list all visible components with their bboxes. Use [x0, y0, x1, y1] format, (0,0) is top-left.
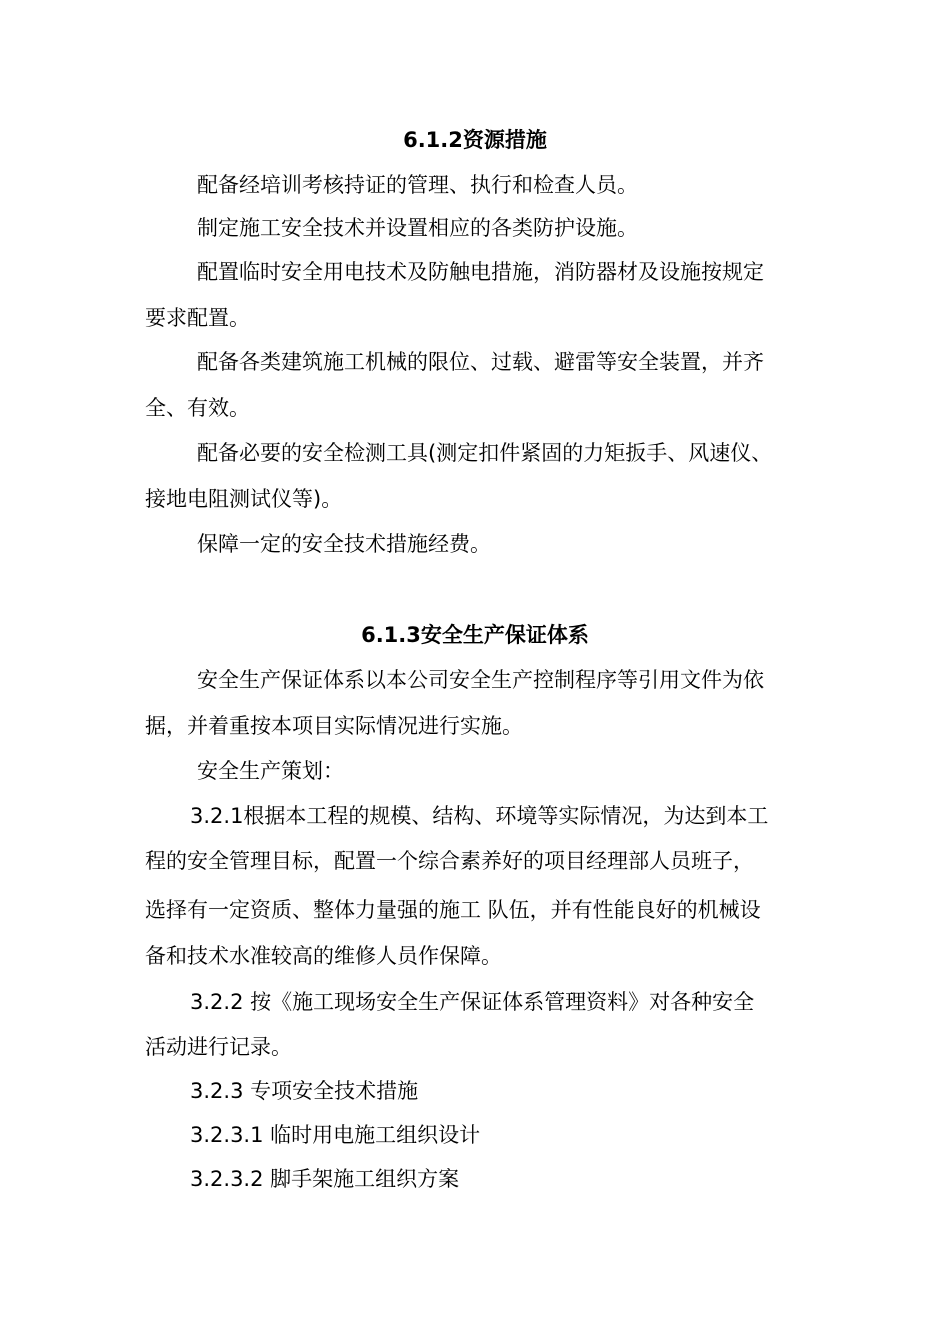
paragraph-line: 全、有效。: [145, 396, 250, 420]
paragraph-line: 配备各类建筑施工机械的限位、过载、避雷等安全装置，并齐: [197, 350, 764, 374]
paragraph-line: 活动进行记录。: [145, 1035, 292, 1059]
paragraph-line: 配备必要的安全检测工具(测定扣件紧固的力矩扳手、风速仪、: [197, 441, 773, 465]
paragraph-line: 制定施工安全技术并设置相应的各类防护设施。: [197, 216, 638, 240]
paragraph-line: 配置临时安全用电技术及防触电措施，消防器材及设施按规定: [197, 260, 764, 284]
paragraph-line: 选择有一定资质、整体力量强的施工 队伍，并有性能良好的机械设: [145, 898, 761, 922]
paragraph-line: 3.2.3.1 临时用电施工组织设计: [190, 1123, 481, 1147]
paragraph-line: 3.2.1根据本工程的规模、结构、环境等实际情况，为达到本工: [190, 804, 769, 828]
paragraph-line: 3.2.2 按《施工现场安全生产保证体系管理资料》对各种安全: [190, 990, 755, 1014]
paragraph-line: 配备经培训考核持证的管理、执行和检查人员。: [197, 173, 638, 197]
paragraph-line: 要求配置。: [145, 306, 250, 330]
section-heading-safety-system: 6.1.3安全生产保证体系: [361, 623, 589, 647]
paragraph-line: 安全生产策划：: [197, 759, 344, 783]
paragraph-line: 保障一定的安全技术措施经费。: [197, 532, 491, 556]
paragraph-line: 备和技术水准较高的维修人员作保障。: [145, 944, 502, 968]
paragraph-line: 接地电阻测试仪等)。: [145, 487, 343, 511]
paragraph-line: 程的安全管理目标，配置一个综合素养好的项目经理部人员班子，: [145, 849, 754, 873]
paragraph-line: 安全生产保证体系以本公司安全生产控制程序等引用文件为依: [197, 668, 764, 692]
paragraph-line: 3.2.3.2 脚手架施工组织方案: [190, 1167, 460, 1191]
paragraph-line: 3.2.3 专项安全技术措施: [190, 1079, 419, 1103]
paragraph-line: 据，并着重按本项目实际情况进行实施。: [145, 714, 523, 738]
section-heading-resources: 6.1.2资源措施: [403, 128, 547, 152]
